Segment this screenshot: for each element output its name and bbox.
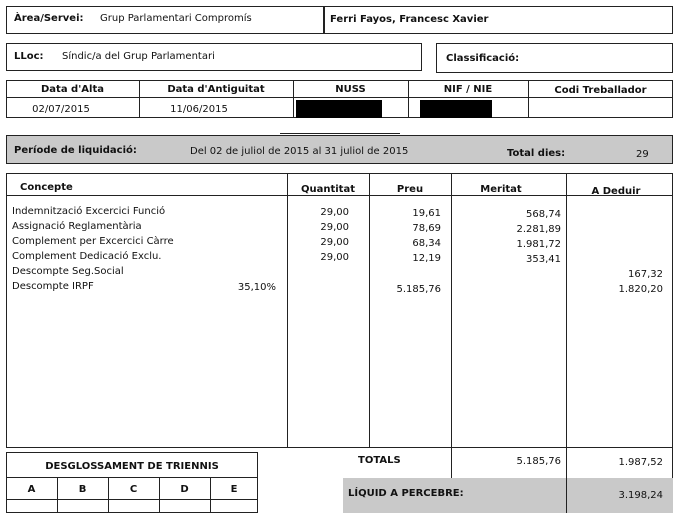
header-data-antiguitat: Data d'Antiguitat (167, 84, 265, 95)
header-nuss: NUSS (335, 84, 366, 95)
row-preu: 68,34 (412, 238, 441, 249)
header-data-alta: Data d'Alta (41, 84, 104, 95)
period-value: Del 02 de juliol de 2015 al 31 juliol de 2015 (190, 146, 409, 157)
row-concepte: Complement per Excercici Càrre (12, 236, 174, 247)
row-meritat: 1.981,72 (516, 239, 561, 250)
totals-label: TOTALS (358, 455, 401, 466)
col-meritat: Meritat (480, 184, 522, 195)
row-preu: 78,69 (412, 223, 441, 234)
total-dies-value: 29 (636, 149, 649, 160)
col-quantitat: Quantitat (300, 184, 355, 195)
triennis-col-c: C (129, 484, 138, 495)
liquid-label: LÍQUID A PERCEBRE: (348, 488, 464, 499)
nif-redaction (420, 100, 492, 118)
row-quantitat: 29,00 (320, 252, 349, 263)
row-quantitat: 29,00 (320, 222, 349, 233)
data-alta-value: 02/07/2015 (32, 104, 90, 115)
triennis-title: DESGLOSSAMENT DE TRIENNIS (45, 461, 219, 472)
lloc-label: LLoc: (14, 51, 44, 62)
totals-meritat: 5.185,76 (516, 456, 561, 467)
row-meritat: 353,41 (526, 254, 561, 265)
col-concepte: Concepte (20, 182, 73, 193)
lloc-value: Síndic/a del Grup Parlamentari (62, 51, 215, 62)
row-concepte: Assignació Reglamentària (12, 221, 142, 232)
row-preu: 5.185,76 (396, 284, 441, 295)
total-dies-label: Total dies: (507, 148, 566, 159)
row-quantitat: 29,00 (320, 207, 349, 218)
triennis-col-b: B (78, 484, 87, 495)
row-concepte: Complement Dedicació Exclu. (12, 251, 162, 262)
row-concepte: Descompte IRPF (12, 281, 94, 292)
triennis-col-d: D (180, 484, 189, 495)
liquid-value: 3.198,24 (618, 490, 663, 501)
row-preu: 19,61 (412, 208, 441, 219)
row-irpf-percent: 35,10% (237, 282, 276, 293)
classificacio-label: Classificació: (446, 53, 520, 64)
row-meritat: 568,74 (526, 209, 561, 220)
header-nif-nie: NIF / NIE (443, 84, 493, 95)
row-meritat: 2.281,89 (516, 224, 561, 235)
row-a-deduir: 1.820,20 (618, 284, 663, 295)
col-a-deduir: A Deduir (591, 186, 641, 197)
triennis-col-a: A (27, 484, 36, 495)
triennis-col-e: E (230, 484, 238, 495)
period-label: Període de liquidació: (14, 145, 137, 156)
row-concepte: Indemnització Excercici Funció (12, 206, 166, 217)
area-label: Àrea/Servei: (14, 13, 84, 24)
area-value: Grup Parlamentari Compromís (100, 13, 252, 24)
row-a-deduir: 167,32 (628, 269, 663, 280)
data-antiguitat-value: 11/06/2015 (170, 104, 228, 115)
employee-name: Ferri Fayos, Francesc Xavier (330, 14, 489, 25)
row-concepte: Descompte Seg.Social (12, 266, 124, 277)
row-preu: 12,19 (412, 253, 441, 264)
header-codi-treballador: Codi Treballador (554, 85, 647, 96)
col-preu: Preu (396, 184, 424, 195)
totals-a-deduir: 1.987,52 (618, 457, 663, 468)
nuss-redaction (296, 100, 382, 118)
row-quantitat: 29,00 (320, 237, 349, 248)
